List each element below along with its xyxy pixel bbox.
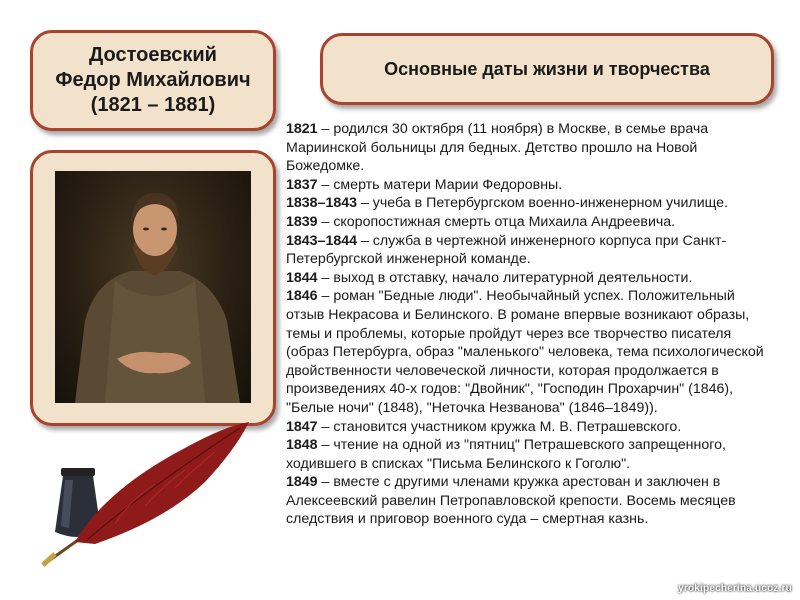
bio-entry: 1849 – вместе с другими членами кружка арестован и заключен в Алексеевский равелин Петропавловской крепости. Восемь месяцев следствия и приговор военного суда – смертная казнь. (286, 474, 736, 528)
bio-entry: 1837 – смерть матери Марии Федоровны. (286, 176, 563, 193)
portrait-frame (30, 150, 276, 426)
bio-entry: 1848 – чтение на одной из "пятниц" Петрашевского запрещенного, ходившего в списках "Письма Белинского к Гоголю". (286, 437, 726, 472)
author-surname: Достоевский (89, 44, 217, 66)
section-header-box (320, 33, 774, 105)
bio-entry: 1843–1844 – служба в чертежной инженерного корпуса при Санкт-Петербургской инженерной команде. (286, 232, 727, 268)
portrait-image (55, 171, 251, 403)
author-given-names: Федор Михайлович (55, 69, 251, 91)
bio-entry: 1839 – скоропостижная смерть отца Михаила Андреевича. (286, 213, 676, 230)
watermark: yrokipecherina.ucoz.ru (678, 583, 792, 594)
biography-text (286, 120, 776, 529)
bio-entry: 1847 – становится участником кружка М. В. Петрашевского. (286, 418, 682, 435)
quill-and-inkwell-icon (35, 420, 275, 580)
bio-entry: 1846 – роман "Бедные люди". Необычайный успех. Положительный отзыв Некрасова и Белинского. В романе впервые возникают образы, темы и проблемы, которые пройдут через все творчество писателя (образ Петербурга, образ "маленького" человека, тема психологической двойственности человеческой личности, которая продолжается в произведениях 40-х годов: "Двойник", "Господин Прохарчин" (1846), "Белые ночи" (1848), "Неточка Незванова" (1846–1849)). (286, 288, 764, 416)
portrait-figure-icon (55, 171, 251, 403)
author-life-years: (1821 – 1881) (90, 94, 216, 116)
section-title: Основные даты жизни и творчества (384, 58, 710, 79)
bio-entry: 1821 – родился 30 октября (11 ноября) в Москве, в семье врача Мариинской больницы для бедных. Детство прошло на Новой Божедомке. (286, 121, 709, 175)
bio-entry: 1844 – выход в отставку, начало литературной деятельности. (286, 269, 693, 286)
author-name-box (30, 30, 276, 131)
bio-entry: 1838–1843 – учеба в Петербургском военно-инженерном училище. (286, 195, 728, 212)
